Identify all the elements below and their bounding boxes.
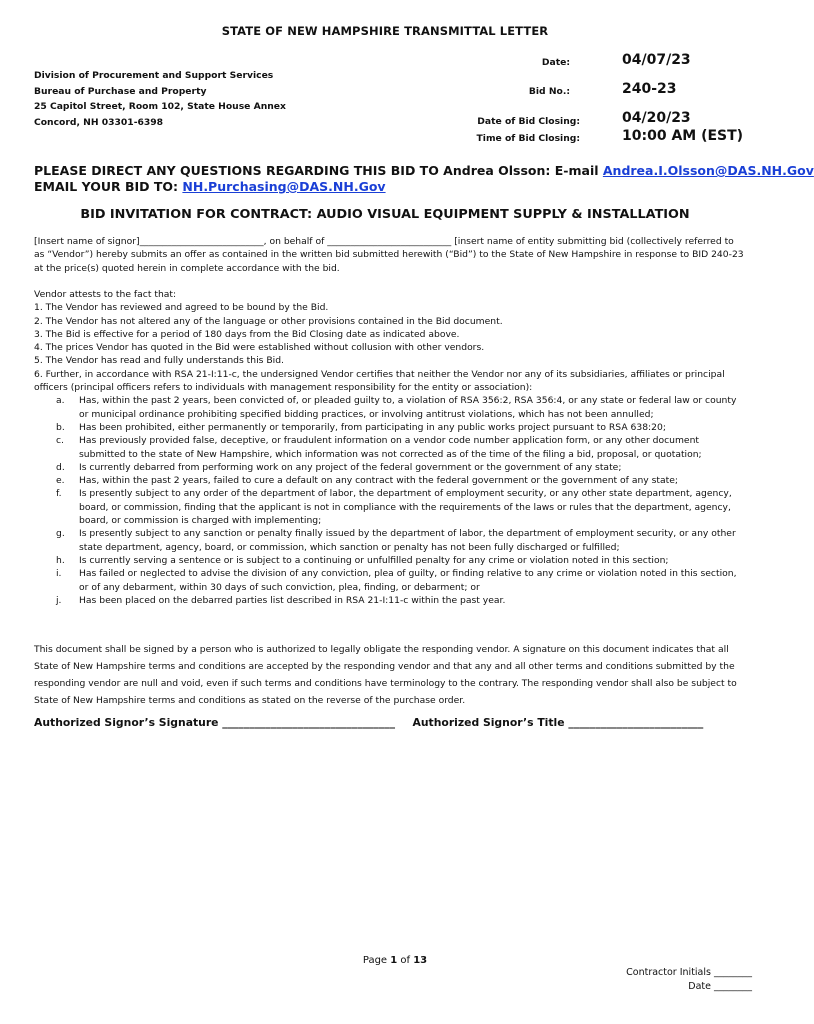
closing-date-value: 04/20/23	[622, 110, 691, 126]
closing-text: This document shall be signed by a person who is authorized to legally obligate the responding vendor. A signature on this document indicates that all State of New Hampshire terms and conditions are accepted by the responding vendor and that any and all other terms and conditions submitted by the responding vendor are null and void, even if such terms and conditions have terminology to the contrary. The responding vendor shall also be subject to State of New Hampshire terms and conditions as stated on the reverse of the purchase order.	[34, 644, 737, 706]
questions-text: PLEASE DIRECT ANY QUESTIONS REGARDING THIS BID TO Andrea Olsson: E-mail	[34, 163, 603, 178]
sub-item-letter: a.	[56, 395, 65, 407]
questions-email-link[interactable]: Andrea.I.Olsson@DAS.NH.Gov	[602, 163, 814, 178]
attest-item: 2. The Vendor has not altered any of the language or other provisions contained in the Bid document.	[34, 315, 503, 327]
sub-item-letter: f.	[56, 488, 62, 500]
page-prefix: Page	[362, 955, 391, 966]
sub-items-list	[34, 394, 744, 607]
page-total: 13	[413, 955, 428, 966]
sub-item	[34, 594, 744, 607]
sub-item-text: Has failed or neglected to advise the division of any conviction, plea of guilty, or finding relative to any crime or violation noted in this section, or of any debarment, within 30 days of such conviction, plea, finding, or debarment; or	[79, 568, 737, 593]
bid-number-value: 240-23	[622, 81, 677, 97]
contractor-initials[interactable]: Contractor Initials ________	[626, 967, 752, 978]
attest-item: 1. The Vendor has reviewed and agreed to be bound by the Bid.	[34, 302, 329, 314]
closing-paragraph	[34, 641, 754, 709]
page-current: 1	[390, 955, 398, 966]
sub-item-text: Has been prohibited, either permanently or temporarily, from participating in any public works project pursuant to RSA 638:20;	[79, 421, 666, 433]
attest-item: 4. The prices Vendor has quoted in the Bid were established without collusion with other vendors.	[34, 342, 485, 354]
document-title: STATE OF NEW HAMPSHIRE TRANSMITTAL LETTER	[221, 24, 549, 38]
sub-item-letter: c.	[56, 435, 64, 447]
bid-title: BID INVITATION FOR CONTRACT: AUDIO VISUAL EQUIPMENT SUPPLY & INSTALLATION	[80, 207, 690, 222]
signature-line	[34, 716, 703, 729]
sub-item	[34, 567, 744, 594]
sub-item	[34, 434, 744, 461]
intro-paragraph	[34, 235, 744, 275]
sub-item-text: Is presently subject to any sanction or penalty finally issued by the department of labor, the department of employment security, or any other state department, agency, board, or commission, which sanction or penalty has not been fully discharged or fulfilled;	[79, 528, 736, 553]
sub-item-letter: j.	[56, 594, 62, 606]
date-label: Date:	[541, 57, 570, 68]
sub-item-text: Has previously provided false, deceptive, or fraudulent information on a vendor code number application form, or any other document submitted to the state of New Hampshire, which information was not corrected as of the time of the filing a bid, proposal, or quotation;	[79, 435, 702, 460]
sub-item-text: Has, within the past 2 years, failed to cure a default on any contract with the federal government or the government of any state;	[79, 475, 678, 487]
closing-date-label: Date of Bid Closing:	[477, 116, 580, 127]
attestations-section	[34, 288, 744, 607]
attest-item: 5. The Vendor has read and fully understands this Bid.	[34, 355, 284, 367]
questions-line	[34, 163, 814, 178]
email-bid-link[interactable]: NH.Purchasing@DAS.NH.Gov	[182, 179, 386, 194]
attest-item: 3. The Bid is effective for a period of 180 days from the Bid Closing date as indicated above.	[34, 328, 460, 340]
address-line-street: 25 Capitol Street, Room 102, State House Annex	[34, 101, 286, 112]
sub-item-letter: d.	[56, 461, 65, 473]
footer-date[interactable]: Date ________	[688, 981, 752, 992]
sub-item	[34, 421, 744, 434]
sub-item	[34, 394, 744, 421]
email-bid-line	[34, 179, 386, 194]
sub-item	[34, 474, 744, 487]
sub-item	[34, 461, 744, 474]
signature-field[interactable]: Authorized Signor’s Signature ________________________________	[34, 716, 395, 729]
email-bid-text: EMAIL YOUR BID TO:	[34, 179, 183, 194]
sub-item-text: Has been placed on the debarred parties list described in RSA 21-I:11-c within the past year.	[79, 594, 506, 606]
sub-item-text: Is currently serving a sentence or is subject to a continuing or unfulfilled penalty for any crime or violation noted in this section;	[79, 554, 669, 566]
page-of: of	[397, 955, 414, 966]
sub-item	[34, 554, 744, 567]
closing-time-value: 10:00 AM (EST)	[622, 128, 744, 144]
sub-item-text: Is currently debarred from performing work on any project of the federal government or the government of any state;	[79, 461, 622, 473]
attests-heading: Vendor attests to the fact that:	[34, 289, 177, 300]
sub-item	[34, 527, 744, 554]
sub-item-text: Is presently subject to any order of the department of labor, the department of employment security, or any other state department, agency, board, or commission, finding that the applicant is not in compliance with the requirements of the laws or rules that the department, agency, board, or commission is charged with implementing;	[79, 488, 732, 527]
address-line-division: Division of Procurement and Support Services	[34, 70, 274, 81]
title-field[interactable]: Authorized Signor’s Title _________________________	[412, 716, 704, 729]
sub-item-letter: i.	[56, 568, 62, 580]
address-line-city: Concord, NH 03301-6398	[34, 117, 164, 128]
sub-item	[34, 487, 744, 527]
intro-text: [Insert name of signor]___________________________, on behalf of ___________________________ [insert name of entity submitting bid (collectively referred to as “Vendor”) hereby submits an offer as contained in the written bid submitted herewith (“Bid”) to the State of New Hampshire in response to BID 240-23 at the price(s) quoted herein in complete accordance with the bid.	[34, 236, 744, 274]
attests-list	[34, 301, 744, 394]
address-line-bureau: Bureau of Purchase and Property	[34, 86, 207, 97]
page-number	[0, 955, 790, 966]
sub-item-letter: g.	[56, 528, 65, 540]
date-value: 04/07/23	[622, 52, 691, 68]
sub-item-letter: b.	[56, 421, 65, 433]
sub-item-letter: h.	[56, 554, 65, 566]
bid-number-label: Bid No.:	[528, 86, 570, 97]
attest-item: 6. Further, in accordance with RSA 21-I:11-c, the undersigned Vendor certifies that neither the Vendor nor any of its subsidiaries, affiliates or principal officers (principal officers refers to individuals with management responsibility for the entity or association):	[34, 368, 725, 394]
sub-item-letter: e.	[56, 475, 65, 487]
sub-item-text: Has, within the past 2 years, been convicted of, or pleaded guilty to, a violation of RSA 356:2, RSA 356:4, or any state or federal law or county or municipal ordinance prohibiting specified bidding practices, or involving antitrust violations, which has not been annulled;	[79, 395, 737, 420]
closing-time-label: Time of Bid Closing:	[476, 133, 580, 144]
